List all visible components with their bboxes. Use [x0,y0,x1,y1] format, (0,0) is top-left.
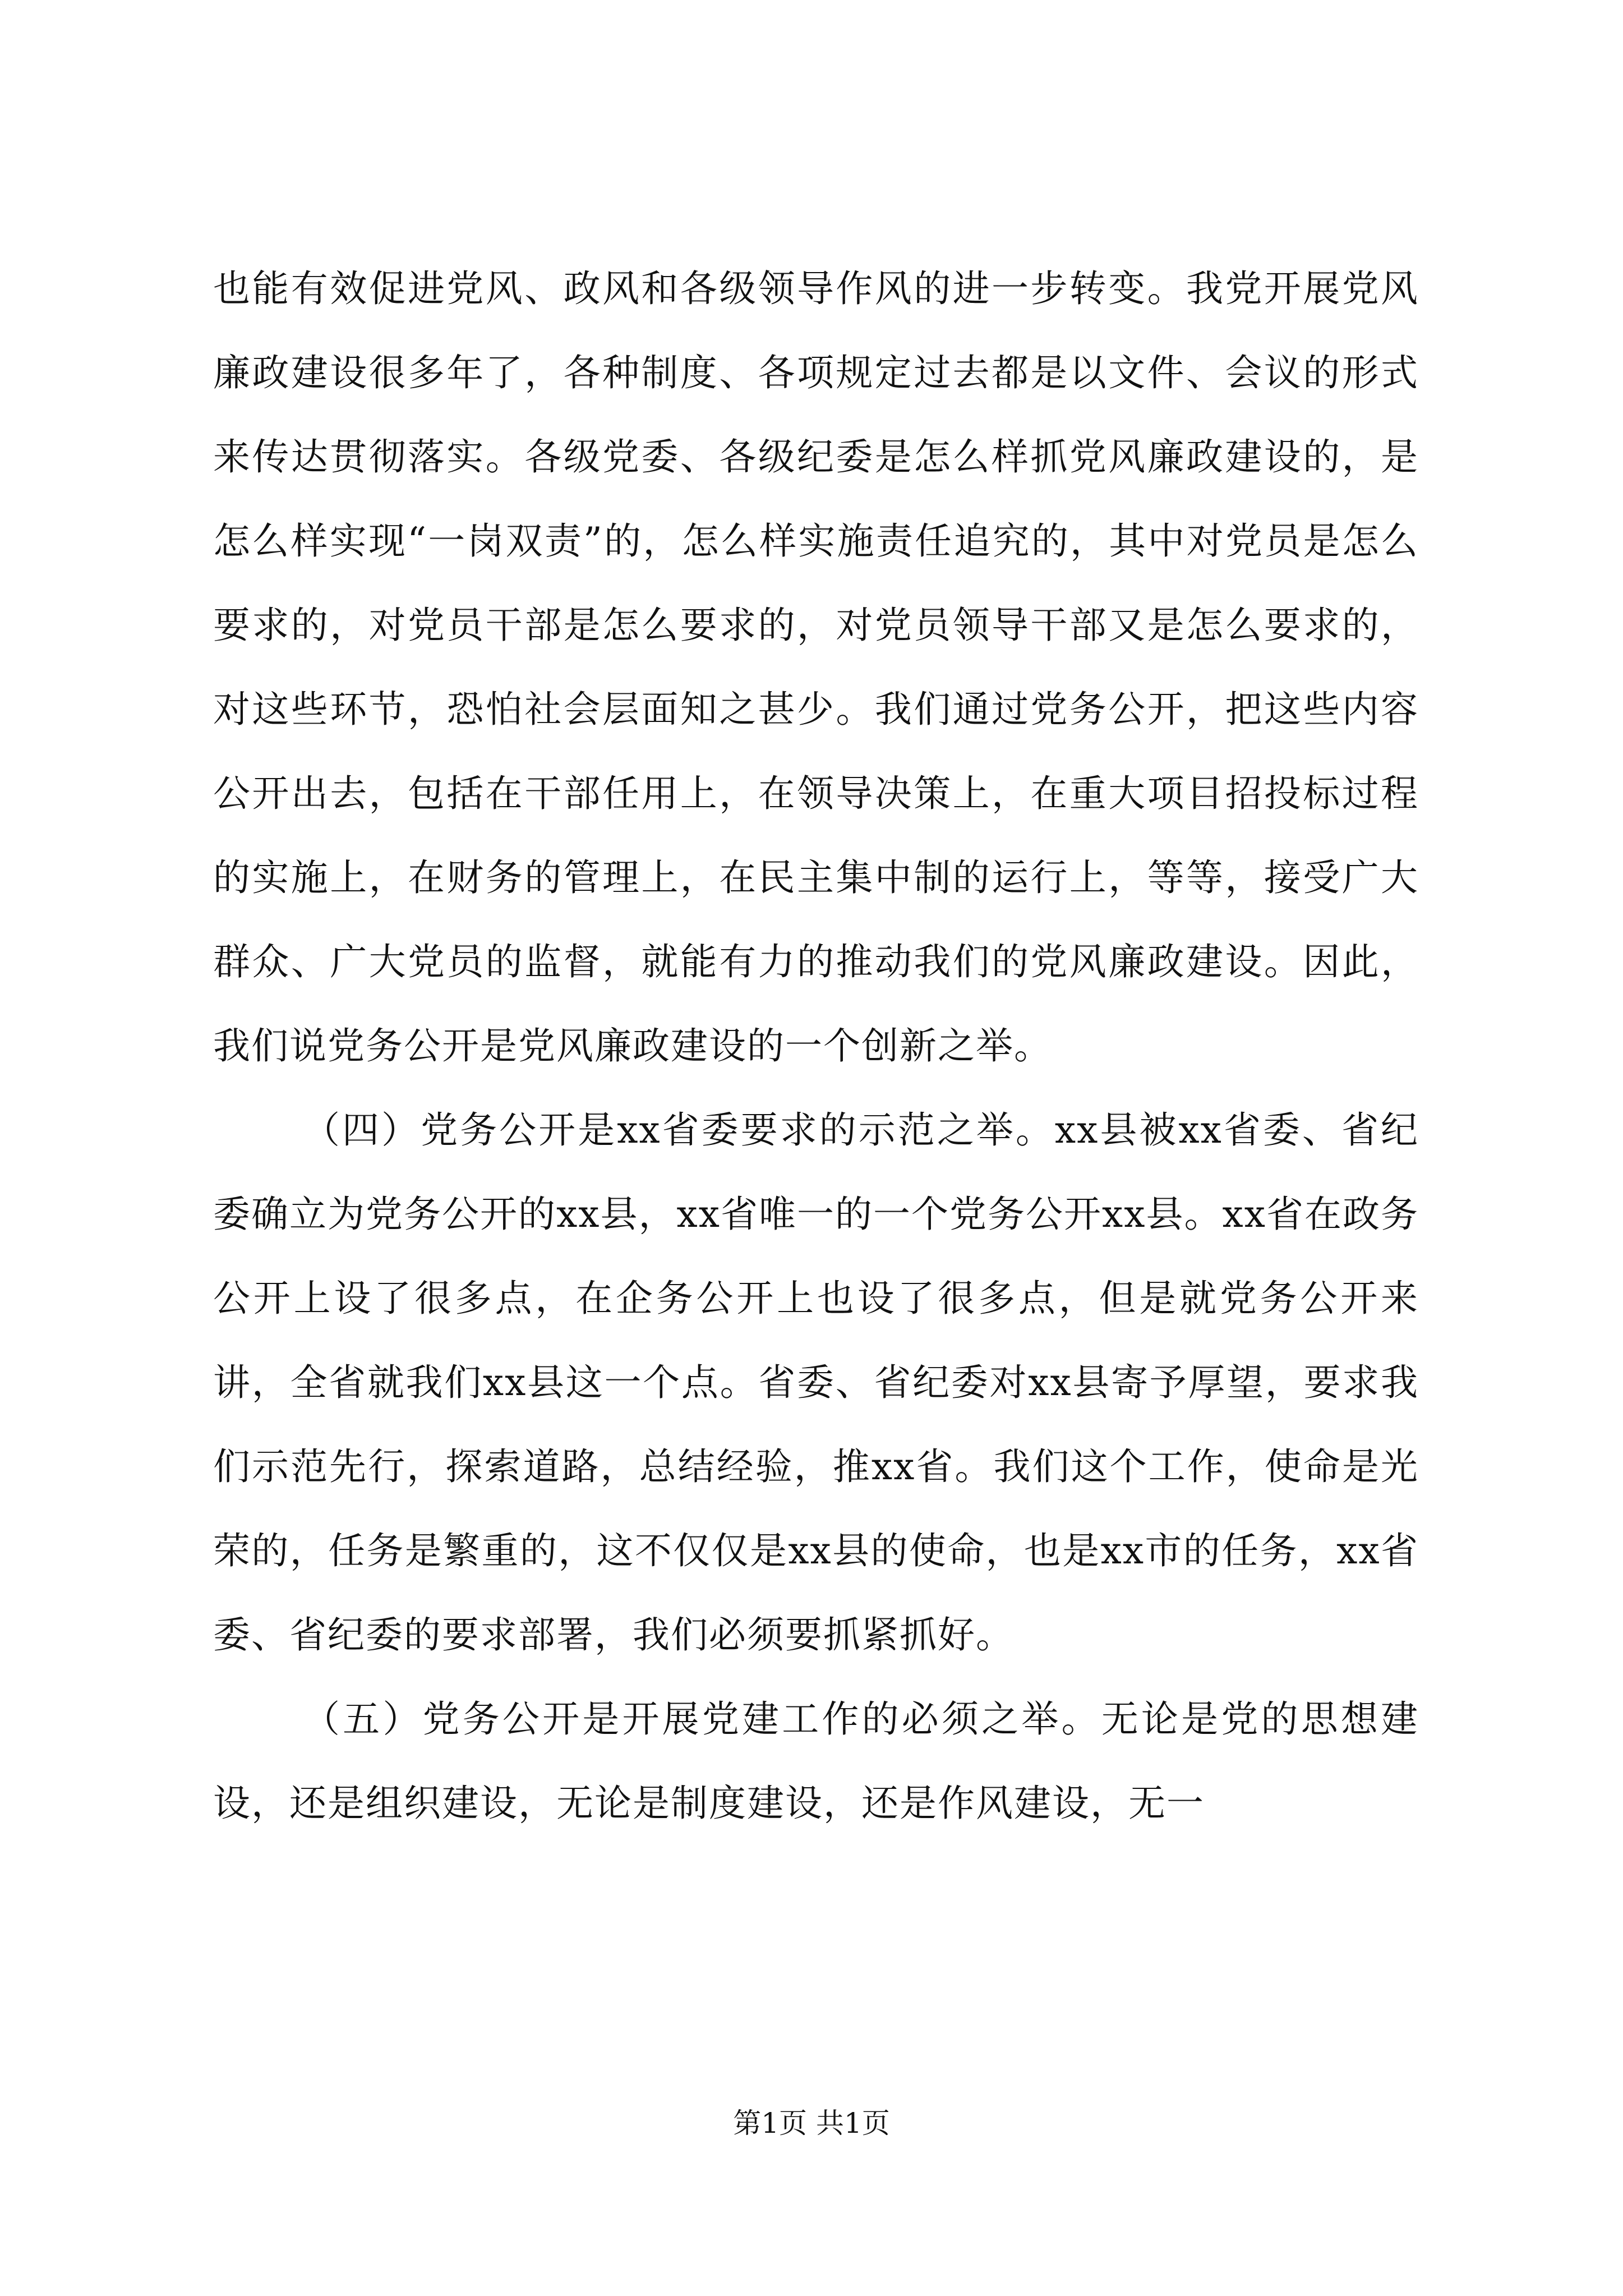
paragraph-3: （五）党务公开是开展党建工作的必须之举。无论是党的思想建设，还是组织建设，无论是制度建设，还是作风建设，无一 [213,1697,1419,1825]
document-body [213,247,1419,1846]
page-footer: 第1页 共1页 [733,2107,890,2139]
paragraph-1: 也能有效促进党风、政风和各级领导作风的进一步转变。我党开展党风廉政建设很多年了，各种制度、各项规定过去都是以文件、会议的形式来传达贯彻落实。各级党委、各级纪委是怎么样抓党风廉政建设的，是怎么样实现“一岗双责”的，怎么样实施责任追究的，其中对党员是怎么要求的，对党员干部是怎么要求的，对党员领导干部又是怎么要求的，对这些环节，恐怕社会层面知之甚少。我们通过党务公开，把这些内容公开出去，包括在干部任用上，在领导决策上，在重大项目招投标过程的实施上，在财务的管理上，在民主集中制的运行上，等等，接受广大群众、广大党员的监督，就能有力的推动我们的党风廉政建设。因此，我们说党务公开是党风廉政建设的一个创新之举。 [213,267,1419,1068]
paragraph-2: （四）党务公开是xx省委要求的示范之举。xx县被xx省委、省纪委确立为党务公开的xx县，xx省唯一的一个党务公开xx县。xx省在政务公开上设了很多点，在企务公开上也设了很多点，但是就党务公开来讲，全省就我们xx县这一个点。省委、省纪委对xx县寄予厚望，要求我们示范先行，探索道路，总结经验，推xx省。我们这个工作，使命是光荣的，任务是繁重的，这不仅仅是xx县的使命，也是xx市的任务，xx省委、省纪委的要求部署，我们必须要抓紧抓好。 [213,1108,1419,1657]
